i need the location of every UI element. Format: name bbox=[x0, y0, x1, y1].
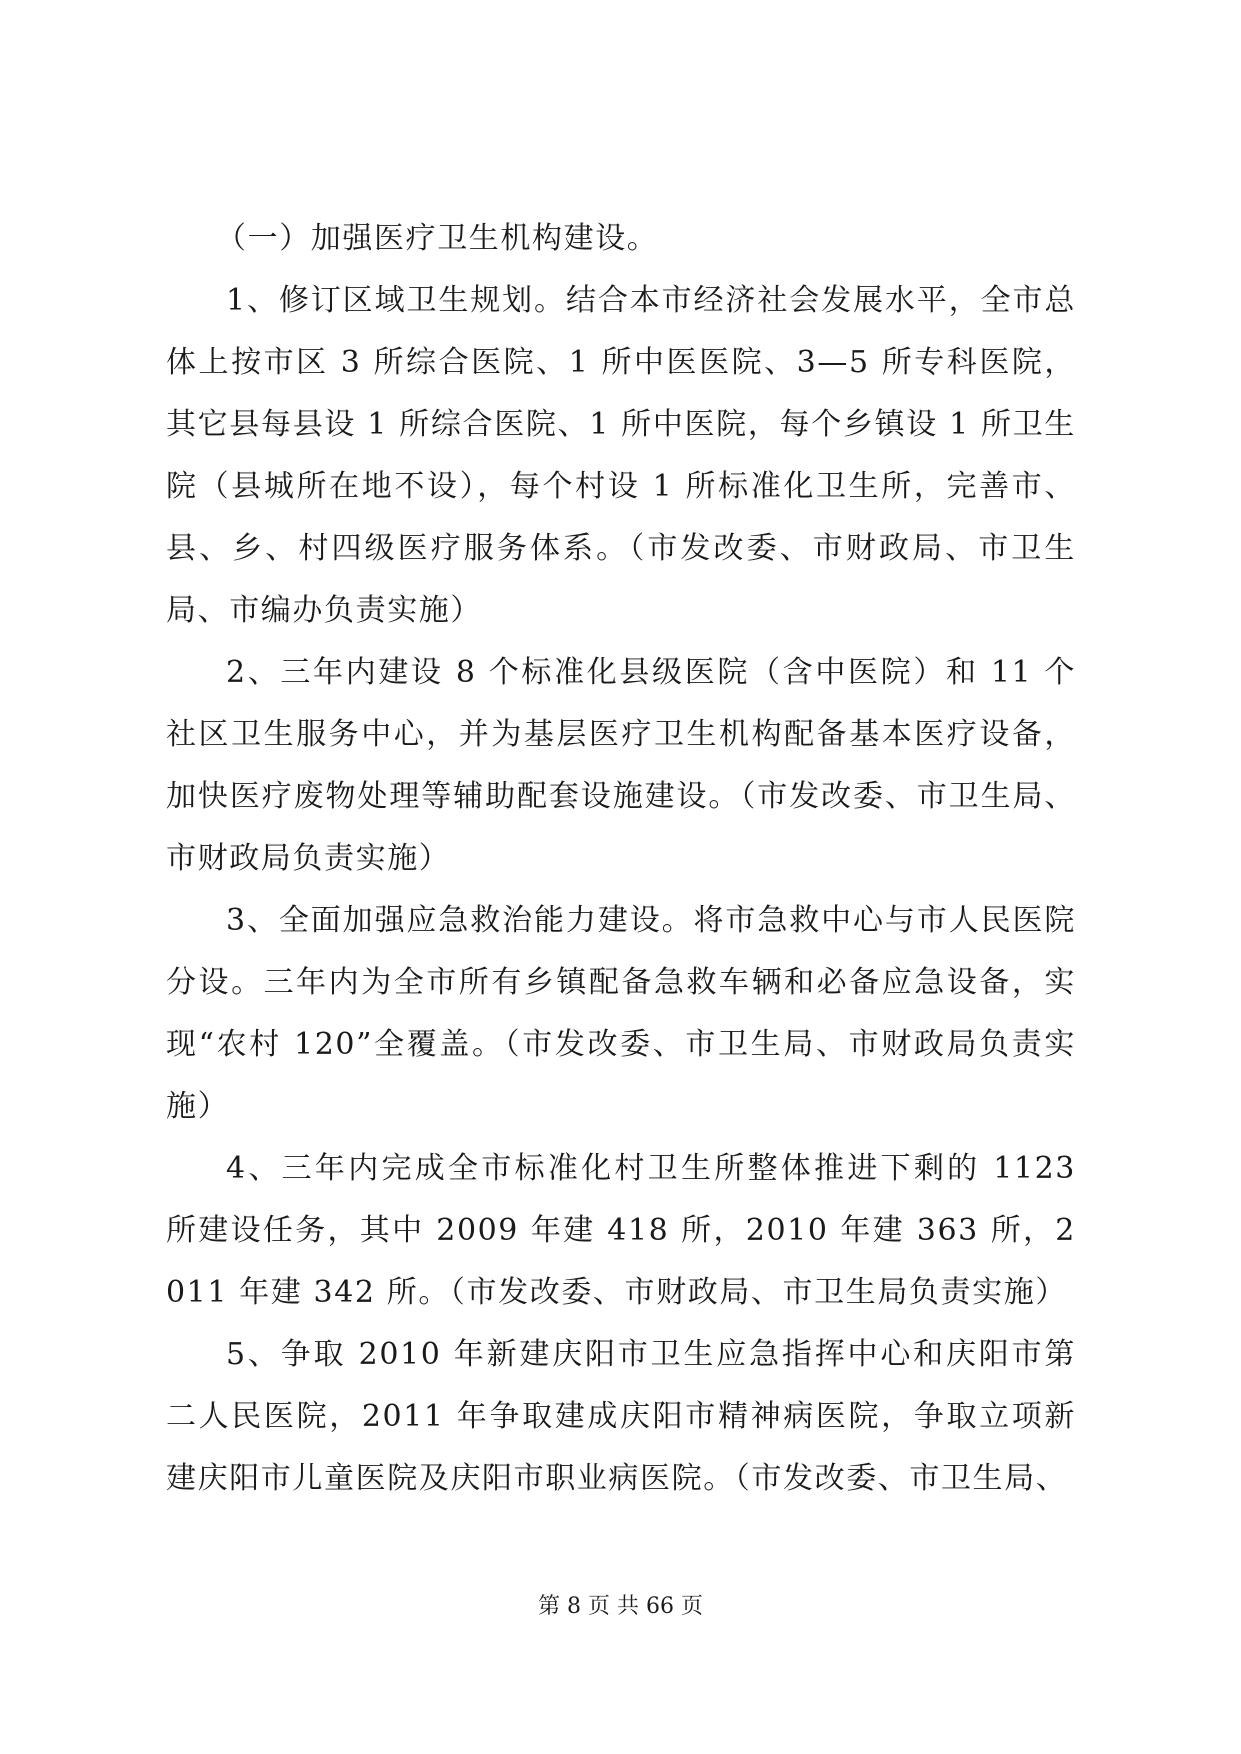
paragraph-3: 3、全面加强应急救治能力建设。将市急救中心与市人民医院分设。三年内为全市所有乡镇配备急救车辆和必备应急设备，实现“农村 120”全覆盖。（市发改委、市卫生局、市财政局负责实施） bbox=[166, 903, 1076, 1124]
document-body bbox=[166, 208, 1076, 1510]
paragraph-1: 1、修订区域卫生规划。结合本市经济社会发展水平，全市总体上按市区 3 所综合医院、1 所中医医院、3—5 所专科医院，其它县每县设 1 所综合医院、1 所中医院，每个乡镇设 1 所卫生院（县城所在地不设），每个村设 1 所标准化卫生所，完善市、县、乡、村四级医疗服务体系。（市发改委、市财政局、市卫生局、市编办负责实施） bbox=[166, 283, 1076, 628]
paragraph-4: 4、三年内完成全市标准化村卫生所整体推进下剩的 1123 所建设任务，其中 2009 年建 418 所，2010 年建 363 所，2011 年建 342 所。（市发改委、市财政局、市卫生局负责实施） bbox=[166, 1151, 1076, 1310]
section-heading: （一）加强医疗卫生机构建设。 bbox=[216, 221, 659, 256]
page-number-label: 第 8 页 共 66 页 bbox=[538, 1594, 703, 1619]
page-footer bbox=[0, 1592, 1241, 1622]
paragraph-2: 2、三年内建设 8 个标准化县级医院（含中医院）和 11 个社区卫生服务中心，并为基层医疗卫生机构配备基本医疗设备，加快医疗废物处理等辅助配套设施建设。（市发改委、市卫生局、市财政局负责实施） bbox=[166, 655, 1076, 876]
paragraph-5: 5、争取 2010 年新建庆阳市卫生应急指挥中心和庆阳市第二人民医院，2011 年争取建成庆阳市精神病医院，争取立项新建庆阳市儿童医院及庆阳市职业病医院。（市发改委、市卫生局、 bbox=[166, 1337, 1076, 1496]
